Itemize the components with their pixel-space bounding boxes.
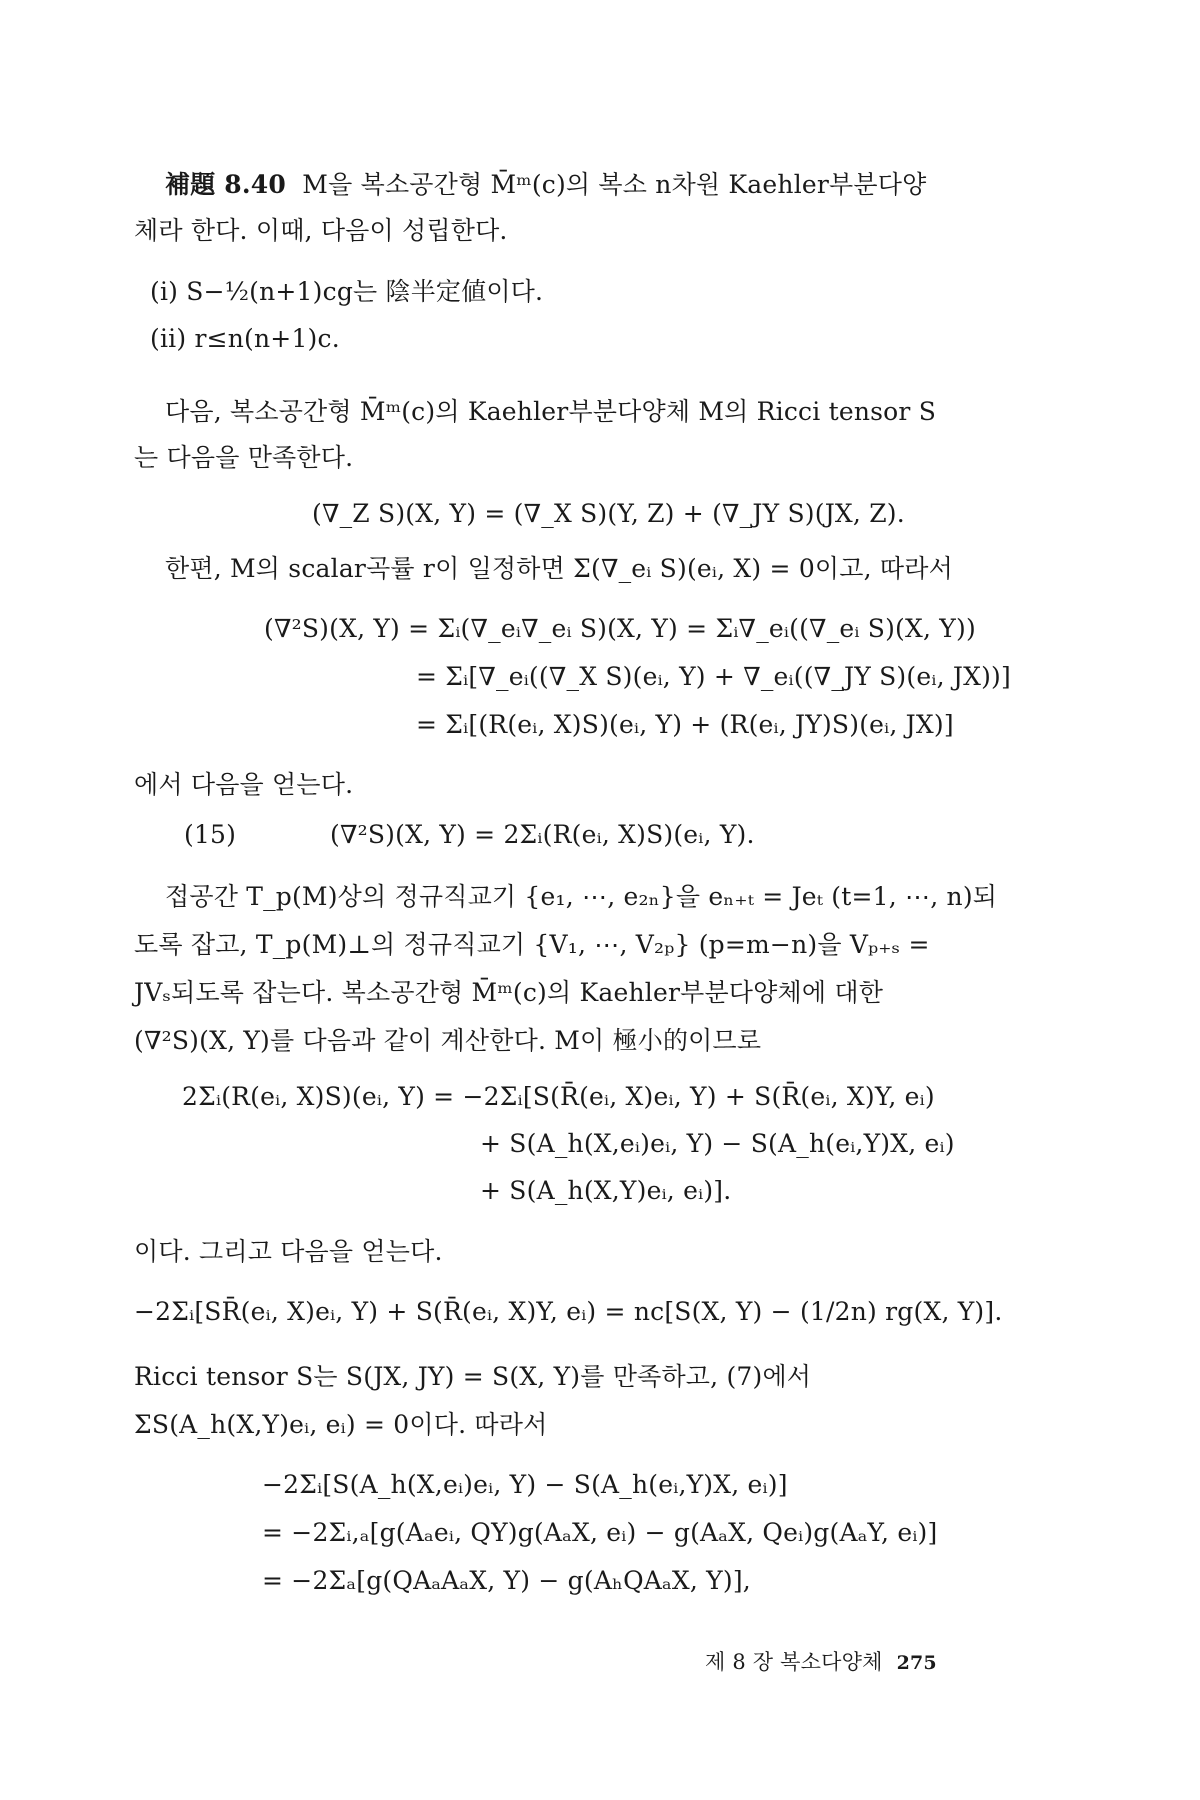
paragraph-6-line-2: ΣS(A_h(X,Y)eᵢ, eᵢ) = 0이다. 따라서 [134, 1410, 548, 1439]
equation-5-line-2: = −2Σᵢ,ₐ[g(Aₐeᵢ, QY)g(AₐX, eᵢ) − g(AₐX, Qeᵢ)g(AₐY, eᵢ)] [262, 1518, 938, 1547]
paragraph-4-line-3: JVₛ되도록 잡는다. 복소공간형 M̄ᵐ(c)의 Kaehler부분다양체에 대한 [134, 978, 884, 1007]
lemma-line-1 [165, 168, 926, 202]
lemma-item-i: (i) S−½(n+1)cg는 陰半定値이다. [150, 277, 544, 306]
equation-5-line-3: = −2Σₐ[g(QAₐAₐX, Y) − g(AₕQAₐX, Y)], [262, 1566, 751, 1595]
lemma-statement-2: 체라 한다. 이때, 다음이 성립한다. [134, 216, 508, 245]
chapter-title: 제 8 장 복소다양체 [705, 1650, 883, 1674]
paragraph-1-line-2: 는 다음을 만족한다. [134, 443, 354, 472]
paragraph-4-line-2: 도록 잡고, T_p(M)⊥의 정규직교기 {V₁, ⋯, V₂ₚ} (p=m−n)을 Vₚ₊ₛ = [134, 930, 930, 959]
equation-5-line-1: −2Σᵢ[S(A_h(X,eᵢ)eᵢ, Y) − S(A_h(eᵢ,Y)X, eᵢ)] [262, 1470, 788, 1499]
paragraph-4-line-4: (∇²S)(X, Y)를 다음과 같이 계산한다. M이 極小的이므로 [134, 1026, 762, 1055]
equation-3-line-1: 2Σᵢ(R(eᵢ, X)S)(eᵢ, Y) = −2Σᵢ[S(R̄(eᵢ, X)eᵢ, Y) + S(R̄(eᵢ, X)Y, eᵢ) [182, 1082, 935, 1111]
equation-2-line-3: = Σᵢ[(R(eᵢ, X)S)(eᵢ, Y) + (R(eᵢ, JY)S)(eᵢ, JX)] [416, 710, 954, 739]
equation-1: (∇_Z S)(X, Y) = (∇_X S)(Y, Z) + (∇_JY S)(JX, Z). [312, 499, 905, 528]
equation-3-line-3: + S(A_h(X,Y)eᵢ, eᵢ)]. [480, 1176, 732, 1205]
page-footer [705, 1645, 937, 1680]
equation-2-line-1: (∇²S)(X, Y) = Σᵢ(∇_eᵢ∇_eᵢ S)(X, Y) = Σᵢ∇_eᵢ((∇_eᵢ S)(X, Y)) [264, 614, 976, 643]
equation-15-label: (15) [184, 820, 237, 849]
equation-2-line-2: = Σᵢ[∇_eᵢ((∇_X S)(eᵢ, Y) + ∇_eᵢ((∇_JY S)(eᵢ, JX))] [416, 662, 1011, 691]
lemma-label: 補題 8.40 [165, 170, 286, 199]
equation-3-line-2: + S(A_h(X,eᵢ)eᵢ, Y) − S(A_h(eᵢ,Y)X, eᵢ) [480, 1129, 955, 1158]
equation-4: −2Σᵢ[SR̄(eᵢ, X)eᵢ, Y) + S(R̄(eᵢ, X)Y, eᵢ) = nc[S(X, Y) − (1/2n) rg(X, Y)]. [134, 1297, 1003, 1326]
paragraph-3: 에서 다음을 얻는다. [134, 770, 354, 799]
paragraph-1-line-1: 다음, 복소공간형 M̄ᵐ(c)의 Kaehler부분다양체 M의 Ricci tensor S [165, 397, 937, 426]
page-number: 275 [896, 1652, 937, 1674]
lemma-item-ii: (ii) r≤n(n+1)c. [150, 324, 340, 353]
equation-15: (∇²S)(X, Y) = 2Σᵢ(R(eᵢ, X)S)(eᵢ, Y). [330, 820, 755, 849]
paragraph-6-line-1: Ricci tensor S는 S(JX, JY) = S(X, Y)를 만족하고, (7)에서 [134, 1362, 812, 1391]
lemma-statement-1: M을 복소공간형 M̄ᵐ(c)의 복소 n차원 Kaehler부분다양 [302, 170, 927, 199]
paragraph-4-line-1: 접공간 T_p(M)상의 정규직교기 {e₁, ⋯, e₂ₙ}을 eₙ₊ₜ = Jeₜ (t=1, ⋯, n)되 [165, 882, 998, 911]
paragraph-5: 이다. 그리고 다음을 얻는다. [134, 1237, 443, 1266]
paragraph-2-line-1: 한편, M의 scalar곡률 r이 일정하면 Σ(∇_eᵢ S)(eᵢ, X) = 0이고, 따라서 [165, 554, 953, 583]
